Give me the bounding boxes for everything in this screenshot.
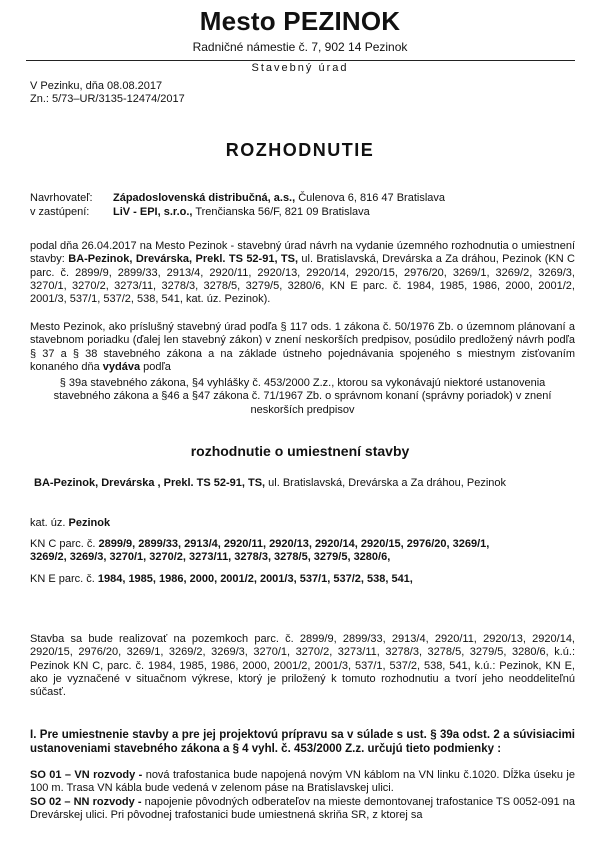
kne-label: KN E parc. č.	[30, 573, 98, 585]
knc-parcels-line	[30, 538, 489, 551]
applicant-address: Čulenova 6, 816 47 Bratislava	[298, 192, 445, 204]
kne-parcels: 1984, 1985, 1986, 2000, 2001/2, 2001/3, 537/1, 537/2, 538, 541,	[97, 573, 413, 585]
paragraph-text: ul. Bratislavská, Drevárska a Za dráhou, Pezinok (KN C parc. č. 2899/9, 2899/33, 2913/4, 2920/11, 2920/13, 2920/14, 2920/15, 2976/20, 3269/1, 3269/2, 3269/3, 3270/1, 3270/2, 3273/11, 3278/3, 3278/5, 3279/5, 3280/6, KN E parc. č. 1984, 1985, 1986, 2000, 2001/2, 2001/3, 537/1, 537/2, 538, 541, kat. úz. Pezinok).	[30, 253, 575, 306]
so02-paragraph	[30, 796, 575, 823]
construction-location: ul. Bratislavská, Drevárska a Za dráhou, Pezinok	[265, 477, 506, 489]
parties-block	[30, 191, 445, 219]
paragraph-text: Mesto Pezinok, ako príslušný stavebný úrad podľa § 117 ods. 1 zákona č. 50/1976 Zb. o územnom plánovaní a stavebnom poriadku (ďalej len stavebný zákon) v znení neskorších predpisov, posúdilo predložený návrh podľa § 37 a § 38 stavebného zákona a na základe ústneho pojednávania spojeného s miestnym zisťovaním konaného dňa	[30, 321, 575, 373]
conditions-heading: I. Pre umiestnenie stavby a pre jej projektovú prípravu sa v súlade s ust. § 39a odst. 2 a súvisiacimi ustanoveniami stavebného zákona a § 4 vyhl. č. 453/2000 Z.z. určujú tieto podmienky :	[30, 729, 575, 755]
knc-label: KN C parc. č.	[30, 538, 99, 550]
paragraph-authority	[30, 321, 575, 374]
representative-row	[30, 205, 445, 219]
knc-parcels: 2899/9, 2899/33, 2913/4, 2920/11, 2920/13, 2920/14, 2920/15, 2976/20, 3269/1,	[98, 538, 490, 550]
representative-name: LiV - EPI, s.r.o.,	[113, 206, 193, 218]
applicant-label: Navrhovateľ:	[30, 192, 93, 204]
construction-name: BA-Pezinok, Drevárska, Prekl. TS 52-91, TS,	[68, 253, 299, 266]
paragraph-text: podľa	[140, 360, 171, 373]
office-name: Stavebný úrad	[251, 62, 349, 74]
municipality-address: Radničné námestie č. 7, 902 14 Pezinok	[192, 40, 408, 54]
so02-label: SO 02 – NN rozvody -	[30, 796, 142, 808]
representative-address: Trenčianska 56/F, 821 09 Bratislava	[195, 206, 370, 218]
paragraph-location: Stavba sa bude realizovať na pozemkoch parc. č. 2899/9, 2899/33, 2913/4, 2920/11, 2920/13, 2920/14, 2920/15, 2976/20, 3269/1, 3269/2, 3269/3, 3270/1, 3270/2, 3273/11, 3278/3, 3278/5, 3279/5, 3280/6, k.ú.: Pezinok KN C, parc. č. 1984, 1985, 1986, 2000, 2001/2, 2001/3, 537/1, 537/2, 538, 541, k.ú.: Pezinok, KN E, ako je vyznačené v situačnom výkrese, ktorý je priložený k tomuto rozhodnutiu a tvorí jeho neoddeliteľnú súčasť.	[30, 633, 575, 699]
kne-parcels-line	[30, 573, 413, 586]
paragraph-application	[30, 240, 575, 306]
so01-label: SO 01 – VN rozvody -	[30, 769, 143, 781]
file-number: Zn.: 5/73–UR/3135-12474/2017	[30, 93, 185, 105]
decision-verb: vydáva	[102, 360, 141, 373]
so01-paragraph	[30, 769, 575, 796]
applicant-name: Západoslovenská distribučná, a.s.,	[113, 192, 296, 204]
date-line: V Pezinku, dňa 08.08.2017	[30, 80, 163, 92]
construction-name: BA-Pezinok, Drevárska , Prekl. TS 52-91, TS,	[34, 477, 266, 489]
cadastral-area-value: Pezinok	[68, 517, 111, 529]
applicant-row	[30, 191, 445, 205]
so02-text: napojenie pôvodných odberateľov na mieste demontovanej trafostanice TS 0052-091 na Drevárskej ulici. Pri pôvodnej trafostanici bude umiestnená skriňa SR, z ktorej sa	[30, 796, 575, 822]
document-meta	[30, 80, 185, 106]
construction-line	[34, 477, 506, 490]
header-divider	[26, 60, 575, 61]
cadastral-area-label: kat. úz.	[30, 517, 69, 529]
cadastral-area-line	[30, 517, 110, 530]
paragraph-text: podal dňa 26.04.2017 na Mesto Pezinok - stavebný úrad návrh na vydanie územného rozhodnutia o umiestnení stavby:	[30, 240, 575, 266]
document-heading: ROZHODNUTIE	[225, 140, 375, 160]
legal-basis: § 39a stavebného zákona, §4 vyhlášky č. 453/2000 Z.z., ktorou sa vykonávajú niektoré ustanovenia stavebného zákona a §46 a §47 zákona č. 71/1967 Zb. o správnom konaní (správny poriadok) v znení neskorších predpisov	[53, 377, 552, 416]
municipality-title: Mesto PEZINOK	[199, 6, 401, 36]
so01-text: nová trafostanica bude napojená novým VN káblom na VN linku č.1020. Dĺžka úseku je 100 m. Trasa VN kábla bude vedená v zelenom páse na Bratislavskej ulici.	[30, 769, 575, 795]
knc-parcels: 3269/2, 3269/3, 3270/1, 3270/2, 3273/11, 3278/3, 3278/5, 3279/5, 3280/6,	[30, 551, 391, 563]
representative-label: v zastúpení:	[30, 206, 90, 218]
knc-parcels-line-2	[30, 551, 390, 564]
decision-subheading: rozhodnutie o umiestnení stavby	[190, 443, 410, 459]
